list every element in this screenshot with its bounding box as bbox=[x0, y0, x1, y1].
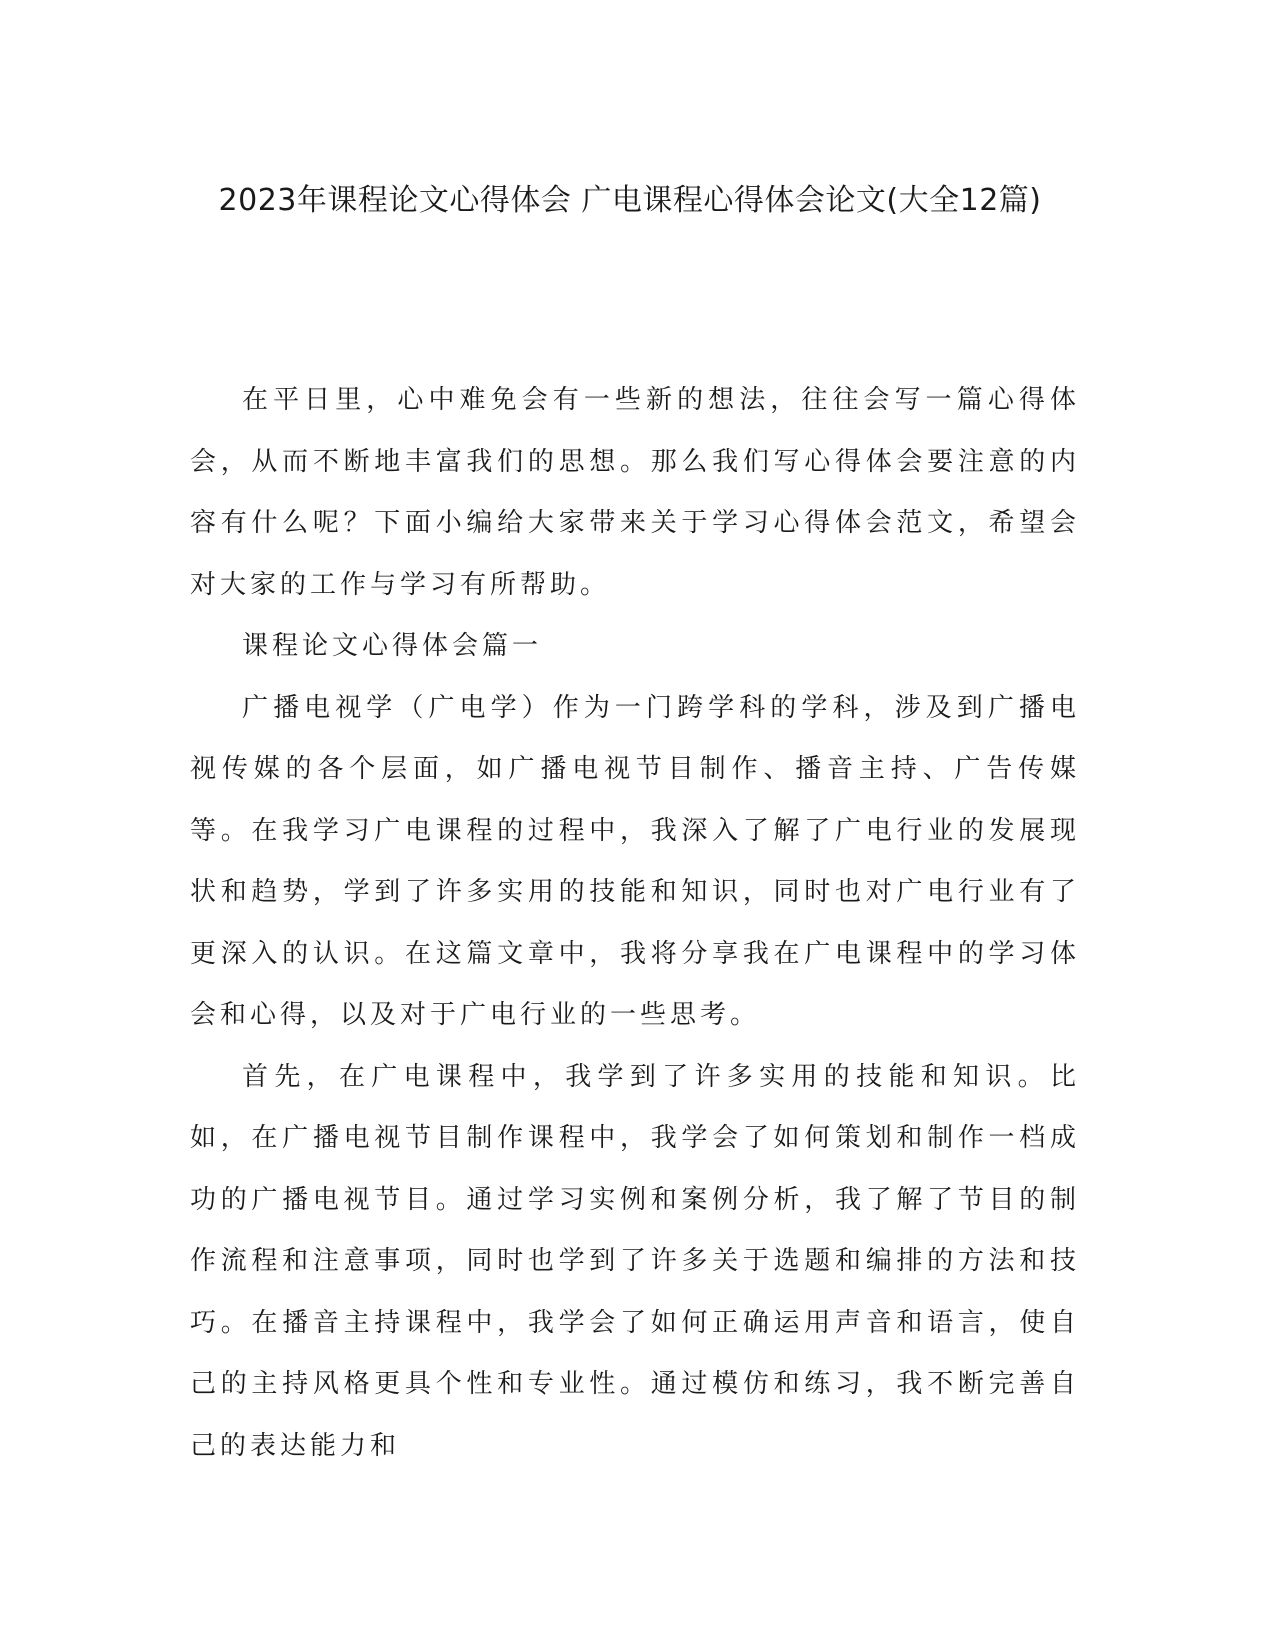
paragraph-overview: 广播电视学（广电学）作为一门跨学科的学科，涉及到广播电视传媒的各个层面，如广播电视节目制作、播音主持、广告传媒等。在我学习广电课程的过程中，我深入了解了广电行业的发展现状和趋势，学到了许多实用的技能和知识，同时也对广电行业有了更深入的认识。在这篇文章中，我将分享我在广电课程中的学习体会和心得，以及对于广电行业的一些思考。 bbox=[190, 692, 1080, 1030]
section-heading: 课程论文心得体会篇一 bbox=[242, 631, 543, 661]
document-title: 2023年课程论文心得体会 广电课程心得体会论文(大全12篇) bbox=[218, 183, 1042, 218]
paragraph-intro: 在平日里，心中难免会有一些新的想法，往往会写一篇心得体会，从而不断地丰富我们的思想。那么我们写心得体会要注意的内容有什么呢？下面小编给大家带来关于学习心得体会范文，希望会对大家的工作与学习有所帮助。 bbox=[190, 385, 1080, 600]
document-body bbox=[190, 370, 1080, 1477]
paragraph-skills: 首先，在广电课程中，我学到了许多实用的技能和知识。比如，在广播电视节目制作课程中，我学会了如何策划和制作一档成功的广播电视节目。通过学习实例和案例分析，我了解了节目的制作流程和注意事项，同时也学到了许多关于选题和编排的方法和技巧。在播音主持课程中，我学会了如何正确运用声音和语言，使自己的主持风格更具个性和专业性。通过模仿和练习，我不断完善自己的表达能力和 bbox=[190, 1061, 1080, 1461]
